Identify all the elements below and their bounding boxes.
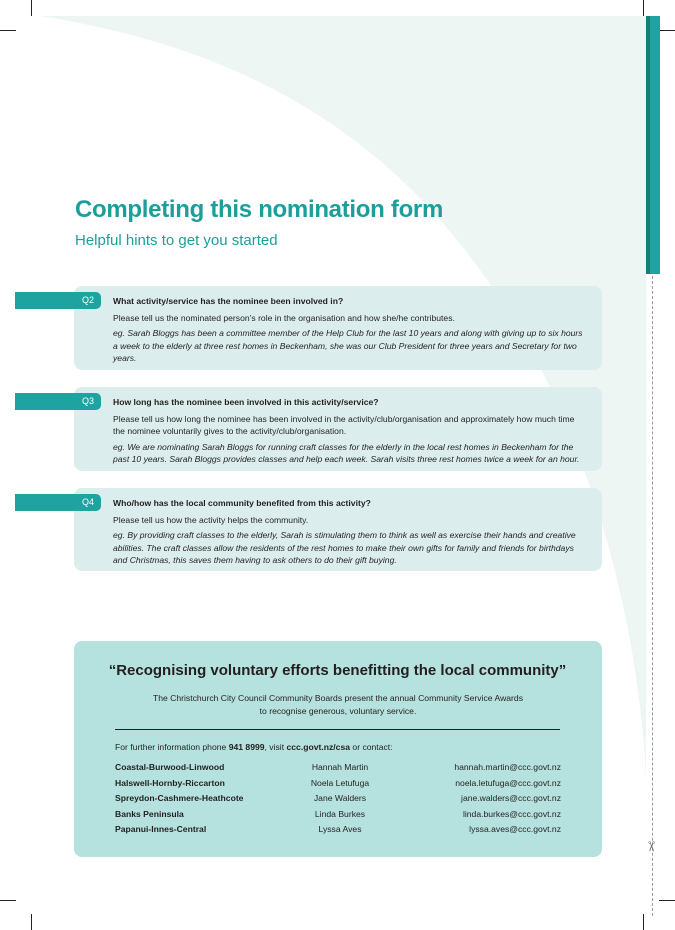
crop-mark <box>643 0 644 16</box>
question-heading: Who/how has the local community benefited from this activity? <box>113 498 371 508</box>
question-tab-q3: Q3 <box>15 393 101 410</box>
website-link[interactable]: ccc.govt.nz/csa <box>286 742 351 752</box>
contact-email[interactable]: linda.burkes@ccc.govt.nz <box>462 808 561 819</box>
question-text-q4 <box>113 497 583 567</box>
question-tab-q4: Q4 <box>15 494 101 511</box>
question-heading: How long has the nominee been involved in this activity/service? <box>113 397 379 407</box>
question-example: eg. We are nominating Sarah Bloggs for running craft classes for the elderly in the local rest homes in Beckenham for the past 10 years. Sarah Bloggs provides classes and help each week. Sarah visits three rest homes twice a week for an hour. <box>113 441 580 465</box>
board-name: Banks Peninsula <box>115 808 184 819</box>
contact-email[interactable]: hannah.martin@ccc.govt.nz <box>454 762 561 772</box>
contact-row <box>115 807 561 823</box>
scissors-icon: ✂ <box>643 840 660 853</box>
awards-quote: “Recognising voluntary efforts benefitting the local community” <box>108 662 567 679</box>
crop-mark <box>659 900 675 901</box>
question-instructions: Please tell us how long the nominee has been involved in the activity/club/organisation and approximately how much time the nominee voluntarily gives to the activity/club/organisation. <box>113 413 575 437</box>
crop-mark <box>659 30 675 31</box>
page-title: Completing this nomination form <box>75 196 444 223</box>
question-example: eg. By providing craft classes to the elderly, Sarah is stimulating them to think as well as exercise their hands and creative abilities. The craft classes allow the residents of the rest homes to make their own gifts for family and friends for birthdays and Christmas, this saves them having to ask others to do their gift buying. <box>113 530 576 566</box>
crop-mark <box>31 914 32 930</box>
board-name: Papanui-Innes-Central <box>115 824 207 834</box>
contact-email[interactable]: jane.walders@ccc.govt.nz <box>461 793 561 803</box>
crop-mark <box>0 900 16 901</box>
crop-mark <box>31 0 32 16</box>
contact-row <box>115 822 561 838</box>
question-heading: What activity/service has the nominee been involved in? <box>113 296 344 306</box>
cut-line <box>652 276 653 916</box>
contact-name: Jane Walders <box>313 793 367 803</box>
crop-mark <box>643 914 644 930</box>
contact-row <box>115 776 561 792</box>
awards-intro-line2: to recognise generous, voluntary service. <box>259 705 417 716</box>
board-name: Spreydon-Cashmere-Heathcote <box>115 793 244 803</box>
awards-intro-line1: The Christchurch City Council Community Boards present the annual Community Service Awards <box>152 693 523 703</box>
question-instructions: Please tell us the nominated person’s role in the organisation and how she/he contributes. <box>113 312 455 323</box>
contact-name: Linda Burkes <box>314 808 366 819</box>
divider <box>115 729 560 730</box>
contact-row <box>115 760 561 776</box>
phone-number: 941 8999 <box>228 742 265 752</box>
contacts-list <box>115 760 561 838</box>
question-instructions: Please tell us how the activity helps the community. <box>113 514 309 525</box>
page-edge-tab-shade <box>646 16 650 274</box>
contact-email[interactable]: noela.letufuga@ccc.govt.nz <box>455 777 561 788</box>
board-name: Coastal-Burwood-Linwood <box>115 762 225 772</box>
question-text-q3 <box>113 396 583 466</box>
further-info <box>115 742 393 752</box>
awards-intro <box>74 692 602 717</box>
question-example: eg. Sarah Bloggs has been a committee member of the Help Club for the last 10 years and along with giving up to six hours a week to the elderly at three rest homes in Beckenham, she was our Club President for three years and Secretary for two years. <box>113 328 583 364</box>
further-suffix: or contact: <box>350 742 393 752</box>
question-tab-q2: Q2 <box>15 292 101 309</box>
further-prefix: For further information phone <box>115 742 229 752</box>
contact-email[interactable]: lyssa.aves@ccc.govt.nz <box>469 824 561 834</box>
contact-row <box>115 791 561 807</box>
contact-name: Hannah Martin <box>311 762 369 772</box>
board-name: Halswell-Hornby-Riccarton <box>115 777 225 788</box>
crop-mark <box>0 30 16 31</box>
contact-name: Noela Letufuga <box>310 777 370 788</box>
question-text-q2 <box>113 295 583 365</box>
page-subtitle: Helpful hints to get you started <box>75 232 278 249</box>
further-mid: , visit <box>264 742 287 752</box>
contact-name: Lyssa Aves <box>318 824 362 834</box>
